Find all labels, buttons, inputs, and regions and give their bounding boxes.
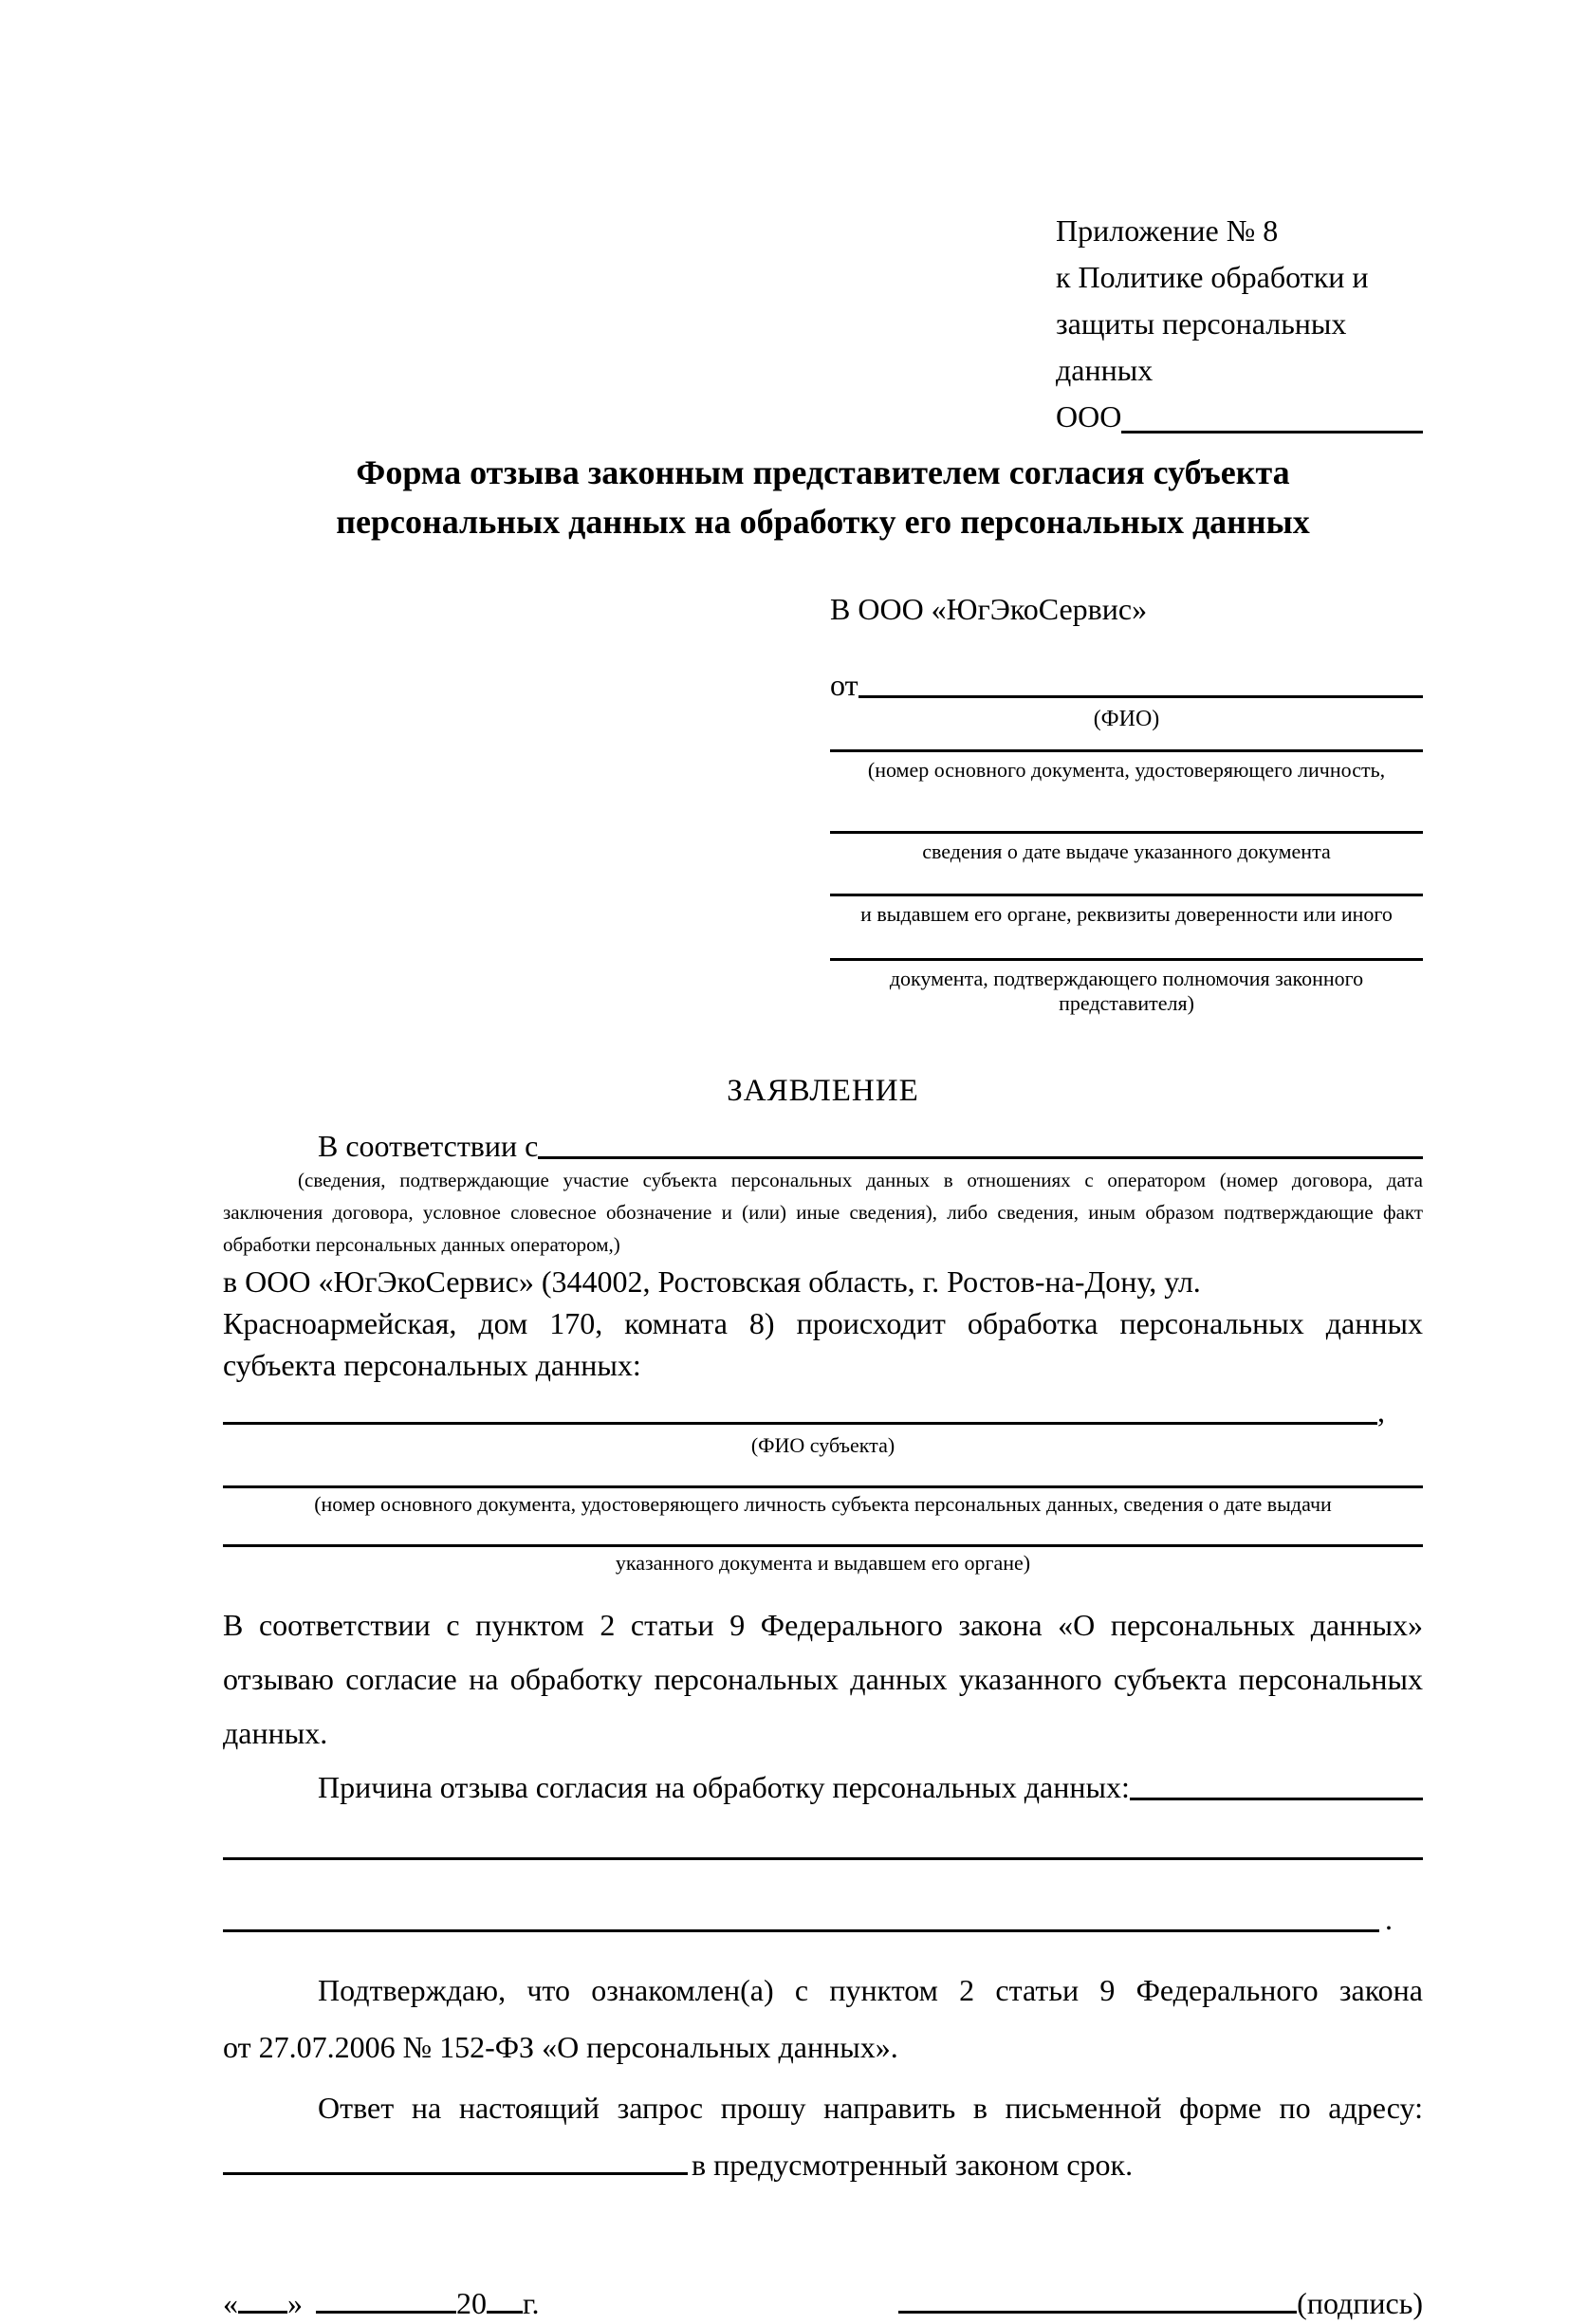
withdrawal-line-2: отзываю согласие на обработку персональных данных указанного субъекта персональных <box>223 1662 1423 1696</box>
signature-blank-line <box>898 2283 1297 2314</box>
withdrawal-line-3: данных. <box>223 1716 328 1750</box>
appendix-company-row <box>1056 394 1423 440</box>
accordance-row <box>223 1129 1423 1164</box>
representative-doc-caption-1: (номер основного документа, удостоверяющего личность, <box>867 758 1386 782</box>
representative-doc-blank-line-1 <box>830 743 1423 752</box>
accordance-note-line-3: обработки персональных данных оператором,) <box>223 1233 620 1256</box>
subject-doc-blank-line-1 <box>223 1479 1423 1488</box>
subject-fio-comma: , <box>1377 1394 1385 1429</box>
subject-doc-caption-1: (номер основного документа, удостоверяющего личность субъекта персональных данных, сведения о дате выдачи <box>314 1492 1332 1516</box>
accordance-note-line-1: (сведения, подтверждающие участие субъекта персональных данных в отношениях с оператором (номер договора, дата <box>298 1169 1423 1191</box>
date-year-blank <box>487 2283 523 2314</box>
date-quote-close: » <box>287 2286 303 2320</box>
fio-caption: (ФИО) <box>1093 707 1160 731</box>
representative-fio-blank-line <box>858 668 1423 698</box>
form-title-line-1: Форма отзыва законным представителем согласия субъекта <box>356 453 1290 491</box>
date-year-prefix: 20 <box>456 2286 487 2320</box>
reply-line-2 <box>223 2136 1423 2193</box>
appendix-line-3: защиты персональных данных <box>1056 306 1347 387</box>
operator-paragraph <box>223 1261 1423 1386</box>
confirmation-line-1: Подтверждаю, что ознакомлен(а) с пунктом 2 статьи 9 Федерального закона <box>318 1973 1423 2007</box>
statement-heading: ЗАЯВЛЕНИЕ <box>727 1074 919 1108</box>
confirmation-line-2: от 27.07.2006 № 152-ФЗ «О персональных данных». <box>223 2030 898 2064</box>
representative-doc-blank-line-3 <box>830 887 1423 896</box>
subject-fio-row <box>223 1394 1423 1429</box>
date-year-suffix: г. <box>523 2286 540 2320</box>
representative-doc-blank-line-4 <box>830 951 1423 961</box>
from-row <box>830 668 1423 703</box>
reason-blank-line-3-row <box>223 1902 1423 1937</box>
representative-doc-caption-4: документа, подтверждающего полномочия законного представителя) <box>889 967 1364 1015</box>
confirmation-paragraph <box>223 1962 1423 2075</box>
reason-end-period: . <box>1385 1902 1393 1936</box>
subject-fio-caption: (ФИО субъекта) <box>750 1433 895 1457</box>
subject-doc-blank-line-2 <box>223 1538 1423 1547</box>
operator-line-3: субъекта персональных данных: <box>223 1348 641 1382</box>
representative-doc-caption-2: сведения о дате выдаче указанного документа <box>922 839 1331 863</box>
signature-group <box>898 2282 1423 2324</box>
reason-row <box>223 1770 1423 1805</box>
company-prefix-label: ООО <box>1056 399 1122 433</box>
addressee-company: В ООО «ЮгЭкоСервис» <box>830 592 1148 626</box>
appendix-line-1: Приложение № 8 <box>1056 213 1279 248</box>
reply-paragraph <box>223 2079 1423 2193</box>
from-label: от <box>830 668 858 702</box>
subject-doc-caption-2: указанного документа и выдавшем его органе) <box>615 1551 1031 1575</box>
company-name-blank-line <box>1121 394 1423 433</box>
appendix-block <box>1056 208 1423 440</box>
footer-row <box>223 2282 1423 2324</box>
date-group <box>223 2282 540 2324</box>
accordance-label: В соответствии с <box>318 1129 539 1163</box>
addressee-block <box>830 590 1423 1016</box>
withdrawal-paragraph <box>223 1598 1423 1761</box>
operator-line-2: Красноармейская, дом 170, комната 8) происходит обработка персональных данных <box>223 1306 1423 1340</box>
reply-tail-text: в предусмотренный законом срок. <box>692 2148 1134 2182</box>
date-month-blank <box>316 2283 456 2314</box>
reason-blank-line-2 <box>223 1851 1423 1860</box>
representative-doc-caption-3: и выдавшем его органе, реквизиты доверенности или иного <box>860 902 1393 926</box>
signature-caption: (подпись) <box>1297 2286 1423 2320</box>
reply-line-1: Ответ на настоящий запрос прошу направить в письменной форме по адресу: <box>318 2091 1423 2125</box>
appendix-line-2: к Политике обработки и <box>1056 260 1369 294</box>
form-title <box>223 448 1423 546</box>
reason-label: Причина отзыва согласия на обработку персональных данных: <box>318 1770 1130 1804</box>
accordance-note-line-2: заключения договора, условное словесное обозначение и (или) иные сведения), либо сведения, иным образом подтверждающие факт <box>223 1201 1423 1224</box>
accordance-note <box>223 1164 1423 1261</box>
withdrawal-line-1: В соответствии с пунктом 2 статьи 9 Федерального закона «О персональных данных» <box>223 1608 1423 1642</box>
representative-doc-blank-line-2 <box>830 824 1423 834</box>
date-quote-open: « <box>223 2286 238 2320</box>
reply-address-blank-line <box>223 2145 688 2175</box>
reason-blank-line-3 <box>223 1902 1379 1932</box>
date-day-blank <box>238 2283 287 2314</box>
form-title-line-2: персональных данных на обработку его персональных данных <box>336 503 1310 541</box>
subject-fio-blank-line <box>223 1394 1377 1425</box>
reason-blank-line <box>1130 1770 1423 1800</box>
accordance-blank-line <box>538 1129 1423 1159</box>
operator-line-1: в ООО «ЮгЭкоСервис» (344002, Ростовская область, г. Ростов-на-Дону, ул. <box>223 1264 1201 1299</box>
